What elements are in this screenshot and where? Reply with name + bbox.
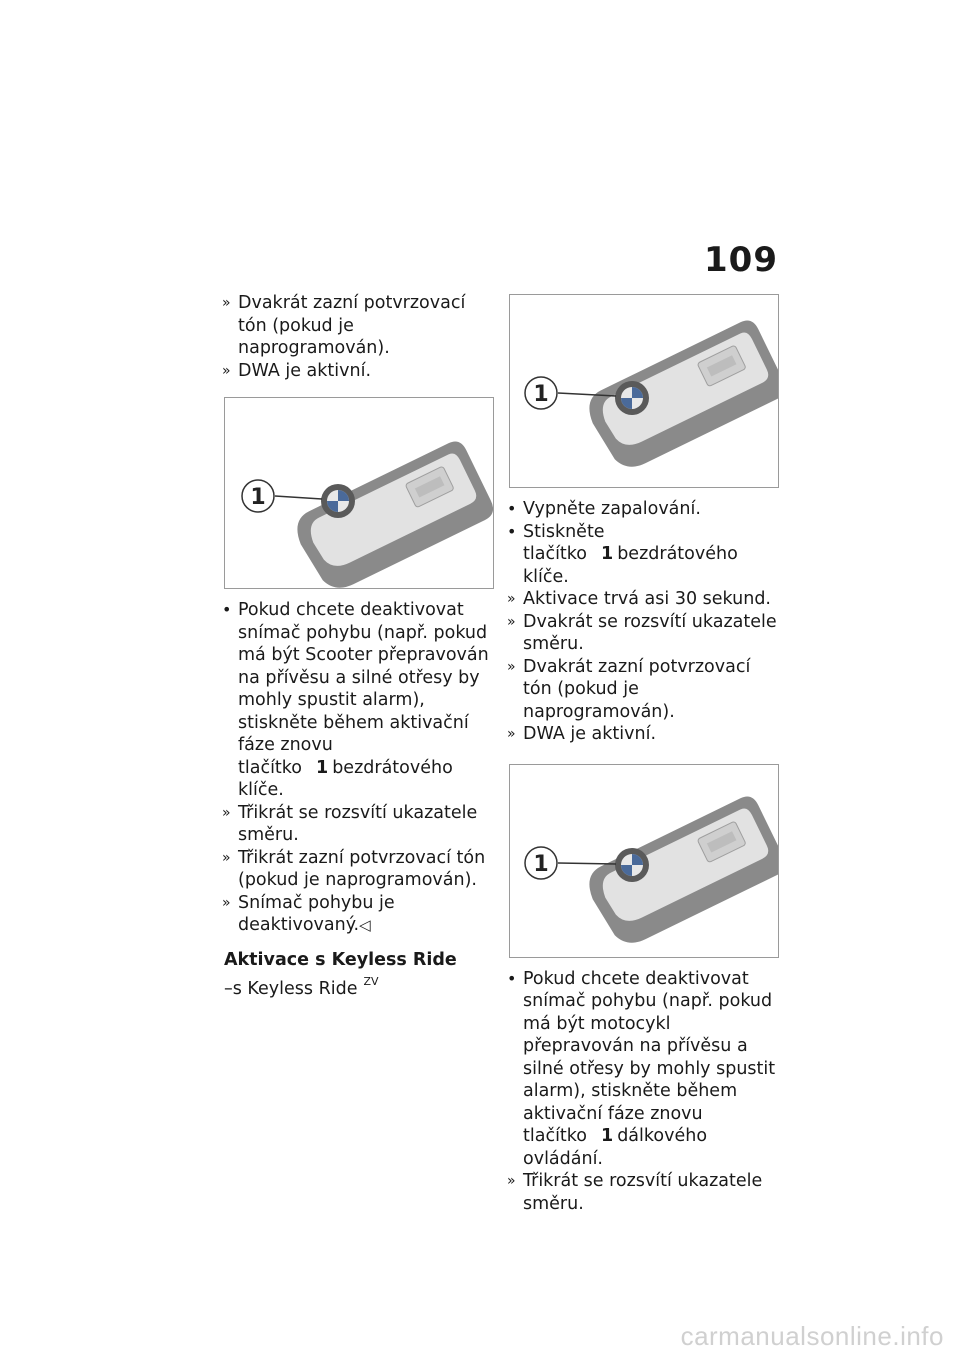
list-item: » Dvakrát zazní potvrzovací tón (pokud je naprogramován). [222,293,466,358]
list-item: • Stiskněte tlačítko 1 bezdrátového klíče. [507,521,738,587]
list-item: • Pokud chcete deaktivovat snímač pohybu (např. pokud má být Scooter přepravován na přívěsu a silné otřesy by mohly spustit alarm), stiskněte během aktivační fáze znovu tlačítko 1 bezdrátového klíče. [222,600,489,800]
watermark: carmanualsonline.info [680,1321,944,1351]
section-end-icon: ◁ [359,916,371,934]
result-marker: » [507,613,516,630]
key-fob-figure [509,294,779,488]
reference-number: 1 [316,757,329,778]
result-marker: » [222,295,231,311]
key-fob-figure [224,397,494,589]
key-fob-illustration [225,398,493,588]
list-item: » Snímač pohybu je deaktivovaný.◁ [222,892,395,935]
option-superscript: ZV [363,975,379,988]
result-marker: » [222,849,231,866]
key-fob-illustration [510,295,778,487]
reference-number: 1 [601,544,614,564]
list-item: » DWA je aktivní. [222,360,372,381]
result-marker: » [222,804,231,821]
key-fob-figure [509,764,779,958]
list-item: » Třikrát se rozsvítí ukazatele směru. [507,1171,763,1214]
figure-callout: 1 [533,851,549,877]
result-marker: » [507,1173,516,1189]
key-fob-illustration [510,765,778,957]
figure-callout: 1 [250,485,266,510]
option-line: –s Keyless Ride $^{ZV}$ [224,975,379,999]
list-item: » Dvakrát zazní potvrzovací tón (pokud je naprogramován). [507,656,751,722]
list-item: » Třikrát se rozsvítí ukazatele směru. [222,802,478,845]
bullet-marker: • [507,521,517,541]
list-item: • Pokud chcete deaktivovat snímač pohybu (např. pokud má být motocykl přepravován na přívěsu a silné otřesy by mohly spustit alarm), stiskněte během aktivační fáze znovu tlačítko 1 dálkového ovládání. [507,968,776,1169]
result-marker: » [507,658,516,675]
page-number: 109 [704,240,778,280]
bullet-marker: • [507,499,517,518]
result-marker: » [222,894,231,911]
reference-number: 1 [601,1126,614,1146]
left-column [224,292,499,1001]
result-marker: » [222,362,231,379]
result-marker: » [507,726,516,742]
bullet-marker: • [222,600,232,619]
list-item: » Třikrát zazní potvrzovací tón (pokud je naprogramován). [222,847,486,890]
list-item: • Vypněte zapalování. [507,499,701,519]
right-column [509,292,784,1215]
bullet-marker: • [507,968,517,988]
list-item: » Aktivace trvá asi 30 sekund. [507,589,771,609]
list-item: » DWA je aktivní. [507,724,657,744]
list-item: » Dvakrát se rozsvítí ukazatele směru. [507,611,777,654]
figure-callout: 1 [533,382,549,407]
section-heading: Aktivace s Keyless Ride [224,949,457,970]
result-marker: » [507,591,516,607]
